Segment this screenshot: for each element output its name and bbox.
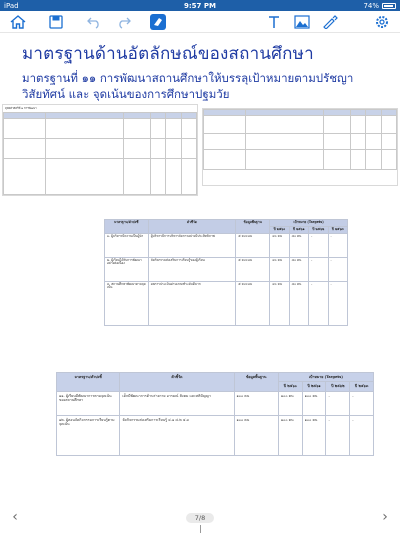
cell: ๑๐๐ คน: [278, 415, 302, 455]
scroll-indicator: [200, 525, 201, 533]
table-row: [105, 257, 348, 281]
big-header-y3: ปี ๒๕๖๒: [326, 382, 350, 391]
table-row: [57, 415, 374, 455]
indicator-table-bottom: [56, 372, 374, 470]
cell: ๑๐๐ คน: [278, 391, 302, 415]
cell: -: [328, 281, 347, 325]
mid-header-targets: เป้าหมาย (Targets): [270, 220, 348, 227]
cell: -: [328, 233, 347, 257]
image-icon[interactable]: [292, 13, 312, 31]
big-header-y1: ปี ๒๕๖๐: [278, 382, 302, 391]
mid-header-standard: มาตรฐาน/ตัวบ่งชี้: [105, 220, 149, 234]
cell: ๑๐๐ คน: [302, 415, 326, 455]
document-title: มาตรฐานด้านอัตลักษณ์ของสถานศึกษา: [22, 44, 314, 64]
mid-header-y2: ปี ๒๕๖๑: [289, 226, 308, 233]
cell: -: [309, 281, 328, 325]
thumbnail-caption: ยุทธศาสตร์ที่ ๑ การพัฒนา: [5, 106, 37, 110]
cell: จัดกิจกรรมส่งเสริมการเรียนรู้ ๔.๑ ๔.๒ ๔.๓: [120, 415, 234, 455]
cell: เด็กมีพัฒนาการด้านร่างกาย อารมณ์ สังคม และสติปัญญา: [120, 391, 234, 415]
big-header-targets: เป้าหมาย (Targets): [278, 373, 373, 382]
cell: ๑๑. ผู้เรียนมีพัฒนาการตามจุดเน้นของสถานศึกษา: [57, 391, 120, 415]
toolbar: [0, 11, 400, 33]
cell: ๔๐ คน: [270, 257, 289, 281]
big-header-y2: ปี ๒๕๖๑: [302, 382, 326, 391]
home-icon[interactable]: [8, 13, 28, 31]
cell: ๔๐ คน: [289, 233, 308, 257]
cell: -: [350, 391, 374, 415]
big-table: [56, 372, 374, 456]
cell: ผู้บริหารมีการบริหารจัดการอย่างมีประสิทธิภาพ: [148, 233, 235, 257]
mid-table: [104, 219, 348, 326]
cell: จัดกิจกรรมส่งเสริมการเรียนรู้ของผู้เรียน: [148, 257, 235, 281]
draw-icon[interactable]: [320, 13, 340, 31]
thumbnail-table-left: [2, 104, 198, 196]
table-row: [105, 233, 348, 257]
table-row: [105, 281, 348, 325]
battery-icon: [382, 3, 396, 9]
indicator-table-middle: [104, 219, 348, 341]
cell: ๕ คะแนน: [236, 257, 270, 281]
table-row: [57, 391, 374, 415]
undo-icon[interactable]: [84, 13, 104, 31]
cell: -: [326, 391, 350, 415]
mid-header-y1: ปี ๒๕๖๐: [270, 226, 289, 233]
cell: ๔๐ คน: [270, 281, 289, 325]
settings-icon[interactable]: [372, 13, 392, 31]
big-header-baseline: ข้อมูลพื้นฐาน: [234, 373, 278, 392]
cell: ๓. สถานศึกษาพัฒนาตามจุดเน้น: [105, 281, 149, 325]
cell: ๒. ผู้เรียนได้รับการพัฒนาอย่างต่อเนื่อง: [105, 257, 149, 281]
cell: -: [350, 415, 374, 455]
thumbnail-table-2: [203, 109, 397, 170]
device-label: iPad: [4, 1, 19, 10]
cell: -: [309, 257, 328, 281]
cell: ๕ คะแนน: [236, 233, 270, 257]
battery-percent: 74%: [363, 1, 379, 10]
mid-header-y3: ปี ๒๕๖๒: [309, 226, 328, 233]
thumbnail-table: [3, 112, 197, 195]
eraser-icon[interactable]: [148, 13, 168, 31]
cell: -: [326, 415, 350, 455]
cell: -: [309, 233, 328, 257]
cell: ๕ คะแนน: [236, 281, 270, 325]
cell: -: [328, 257, 347, 281]
text-icon[interactable]: [264, 13, 284, 31]
standard-heading-line-2: วิสัยทัศน์ และ จุดเน้นของการศึกษาปฐมวัย: [22, 87, 230, 101]
mid-header-baseline: ข้อมูลพื้นฐาน: [236, 220, 270, 234]
save-icon[interactable]: [46, 13, 66, 31]
big-header-indicator: ตัวชี้วัด: [120, 373, 234, 392]
mid-header-indicator: ตัวชี้วัด: [148, 220, 235, 234]
cell: ๑๐๐ คน: [302, 391, 326, 415]
cell: ๑๐๐ คน: [234, 391, 278, 415]
cell: ๔๐ คน: [289, 281, 308, 325]
thumbnail-table-right: [202, 108, 398, 186]
standard-heading-line-1: มาตรฐานที่ ๑๑ การพัฒนาสถานศึกษาให้บรรลุเป้าหมายตามปรัชญา: [22, 71, 354, 85]
cell: ๔๐ คน: [289, 257, 308, 281]
cell: ผลการประเมินผ่านเกณฑ์ระดับดีมาก: [148, 281, 235, 325]
cell: ๑. ผู้บริหารมีความเป็นผู้นำ: [105, 233, 149, 257]
mid-header-y4: ปี ๒๕๖๓: [328, 226, 347, 233]
cell: ๑๐๐ คน: [234, 415, 278, 455]
redo-icon[interactable]: [114, 13, 134, 31]
big-header-y4: ปี ๒๕๖๓: [350, 382, 374, 391]
status-bar: [0, 0, 400, 11]
clock: 9:57 PM: [184, 1, 216, 10]
page-indicator: 7/8: [186, 513, 214, 523]
cell: ๔๐ คน: [270, 233, 289, 257]
big-header-standard: มาตรฐาน/ตัวบ่งชี้: [57, 373, 120, 392]
previous-page-icon[interactable]: ‹: [12, 509, 18, 525]
cell: ๑๒. ผู้สอนจัดกิจกรรมการเรียนรู้ตามจุดเน้น: [57, 415, 120, 455]
next-page-icon[interactable]: ›: [382, 509, 388, 525]
